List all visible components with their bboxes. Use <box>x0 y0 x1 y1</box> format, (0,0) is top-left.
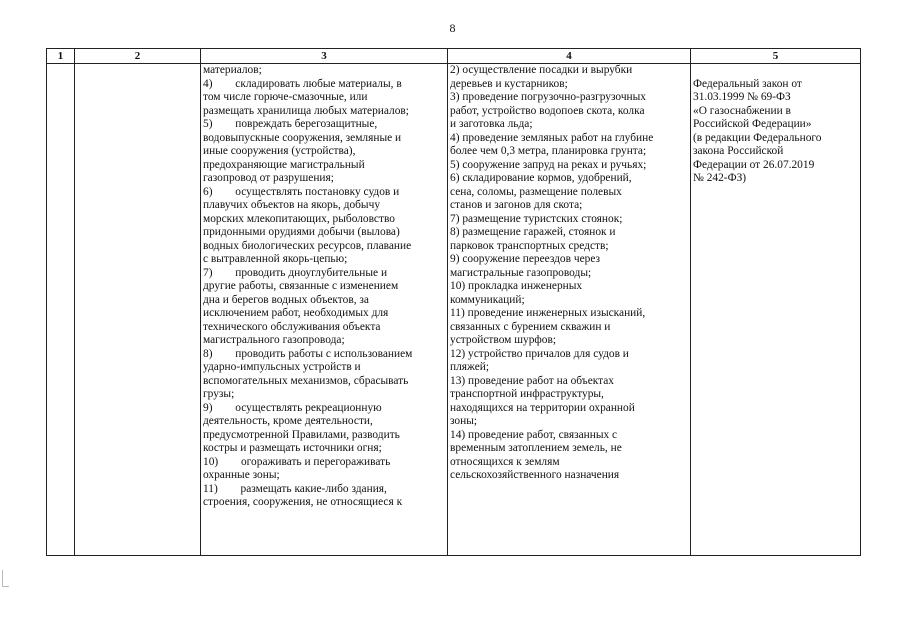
restriction-line: 4) складировать любые материалы, в <box>203 77 402 90</box>
permitted-work-line: 13) проведение работ на объектах <box>450 374 615 387</box>
restriction-line: 8) проводить работы с использованием <box>203 347 413 360</box>
restriction-line: грузы; <box>203 388 235 400</box>
permitted-work-line: 12) устройство причалов для судов и <box>450 347 629 360</box>
restriction-line: том числе горюче-смазочные, или <box>203 91 368 103</box>
restriction-line: с вытравленной якорь-цепью; <box>203 253 348 265</box>
permitted-work-line: работ, устройство водопоев скота, колка <box>450 104 645 117</box>
regulation-table <box>46 48 861 556</box>
column-header-3: 3 <box>201 49 448 64</box>
legal-reference-line: № 242-ФЗ) <box>693 172 747 184</box>
restriction-line: 5) повреждать берегозащитные, <box>203 118 378 130</box>
permitted-work-line: коммуникаций; <box>450 293 525 306</box>
cell-col4 <box>448 64 691 556</box>
restriction-line: строения, сооружения, не относящиеся к <box>203 496 403 508</box>
permitted-work-line: более чем 0,3 метра, планировка грунта; <box>450 145 647 157</box>
restriction-line: 10) огораживать и перегораживать <box>203 455 391 468</box>
permitted-work-line: транспортной инфраструктуры, <box>450 388 604 400</box>
permitted-work-line: парковок транспортных средств; <box>450 239 609 252</box>
permitted-work-line: деревьев и кустарников; <box>450 77 568 90</box>
legal-reference-line <box>693 64 858 78</box>
restriction-line: костры и размещать источники огня; <box>203 442 382 454</box>
restriction-line: материалов; <box>203 64 262 76</box>
restriction-line: деятельность, кроме деятельности, <box>203 415 373 427</box>
restriction-line: 7) проводить дноуглубительные и <box>203 266 388 279</box>
restriction-line: охранные зоны; <box>203 469 280 481</box>
cell-col1 <box>47 64 75 556</box>
restriction-line: придонными орудиями добычи (вылова) <box>203 226 400 238</box>
permitted-work-line: сена, соломы, размещение полевых <box>450 185 622 198</box>
cell-col3 <box>201 64 448 556</box>
legal-reference <box>693 64 858 555</box>
page-number: 8 <box>449 21 456 35</box>
column-header-2: 2 <box>75 49 201 64</box>
permitted-work-line: зоны; <box>450 415 478 427</box>
permitted-work-line: 2) осуществление посадки и вырубки <box>450 64 633 76</box>
restriction-line: ударно-импульсных устройств и <box>203 361 361 373</box>
restriction-line: 11) размещать какие-либо здания, <box>203 482 387 495</box>
legal-reference-line: закона Российской <box>693 145 784 157</box>
restrictions-list <box>203 64 445 555</box>
permitted-work-line: 8) размещение гаражей, стоянок и <box>450 226 616 238</box>
table-header-row <box>47 49 861 64</box>
permitted-work-line: относящихся к землям <box>450 455 560 468</box>
column-header-1: 1 <box>47 49 75 64</box>
restriction-line: технического обслуживания объекта <box>203 320 381 333</box>
restriction-line: исключением работ, необходимых для <box>203 307 389 319</box>
permitted-work-line: устройством шурфов; <box>450 334 557 346</box>
permitted-work-line: 7) размещение туристских стоянок; <box>450 212 623 225</box>
column-header-5: 5 <box>691 49 861 64</box>
table-row <box>47 64 861 556</box>
restriction-line: дна и берегов водных объектов, за <box>203 293 369 306</box>
legal-reference-line: 31.03.1999 № 69-ФЗ <box>693 91 791 103</box>
cell-col2 <box>75 64 201 556</box>
permitted-work-line: 6) складирование кормов, удобрений, <box>450 172 632 184</box>
restriction-line: предусмотренной Правилами, разводить <box>203 428 400 441</box>
restriction-line: вспомогательных механизмов, сбрасывать <box>203 374 409 387</box>
permitted-work-line: сельскохозяйственного назначения <box>450 469 620 481</box>
permitted-work-line: находящихся на территории охранной <box>450 401 635 414</box>
restriction-line: плавучих объектов на якорь, добычу <box>203 199 381 211</box>
permitted-work-line: временным затоплением земель, не <box>450 442 622 454</box>
permitted-work-line: связанных с бурением скважин и <box>450 320 611 333</box>
restriction-line: магистрального газопровода; <box>203 334 345 346</box>
permitted-work-line: 9) сооружение переездов через <box>450 253 601 265</box>
permitted-work-line: магистральные газопроводы; <box>450 266 592 279</box>
legal-reference-line: Федерации от 26.07.2019 <box>693 158 815 171</box>
permitted-work-line: 10) прокладка инженерных <box>450 280 583 292</box>
column-header-4: 4 <box>448 49 691 64</box>
restriction-line: морских млекопитающих, рыболовство <box>203 212 395 225</box>
permitted-works-list <box>450 64 688 555</box>
legal-reference-line: (в редакции Федерального <box>693 131 822 144</box>
legal-reference-line: Российской Федерации» <box>693 118 812 130</box>
permitted-work-line: 14) проведение работ, связанных с <box>450 428 618 441</box>
restriction-line: размещать хранилища любых материалов; <box>203 104 409 117</box>
restriction-line: газопровод от разрушения; <box>203 172 334 184</box>
margin-mark <box>2 570 9 587</box>
legal-reference-line: Федеральный закон от <box>693 77 802 90</box>
permitted-work-line: 5) сооружение запруд на реках и ручьях; <box>450 158 647 171</box>
permitted-work-line: пляжей; <box>450 361 490 373</box>
legal-reference-line: «О газоснабжении в <box>693 104 791 117</box>
restriction-line: 6) осуществлять постановку судов и <box>203 185 400 198</box>
restriction-line: предохраняющие магистральный <box>203 158 365 171</box>
permitted-work-line: и заготовка льда; <box>450 118 533 130</box>
permitted-work-line: 11) проведение инженерных изысканий, <box>450 307 646 319</box>
restriction-line: 9) осуществлять рекреационную <box>203 401 382 414</box>
restriction-line: водовыпускные сооружения, земляные и <box>203 131 402 144</box>
permitted-work-line: 4) проведение земляных работ на глубине <box>450 131 654 144</box>
permitted-work-line: 3) проведение погрузочно-разгрузочных <box>450 91 647 103</box>
restriction-line: иные сооружения (устройства), <box>203 145 356 157</box>
restriction-line: другие работы, связанные с изменением <box>203 280 399 292</box>
cell-col5 <box>691 64 861 556</box>
restriction-line: водных биологических ресурсов, плавание <box>203 239 412 252</box>
permitted-work-line: станов и загонов для скота; <box>450 199 583 211</box>
